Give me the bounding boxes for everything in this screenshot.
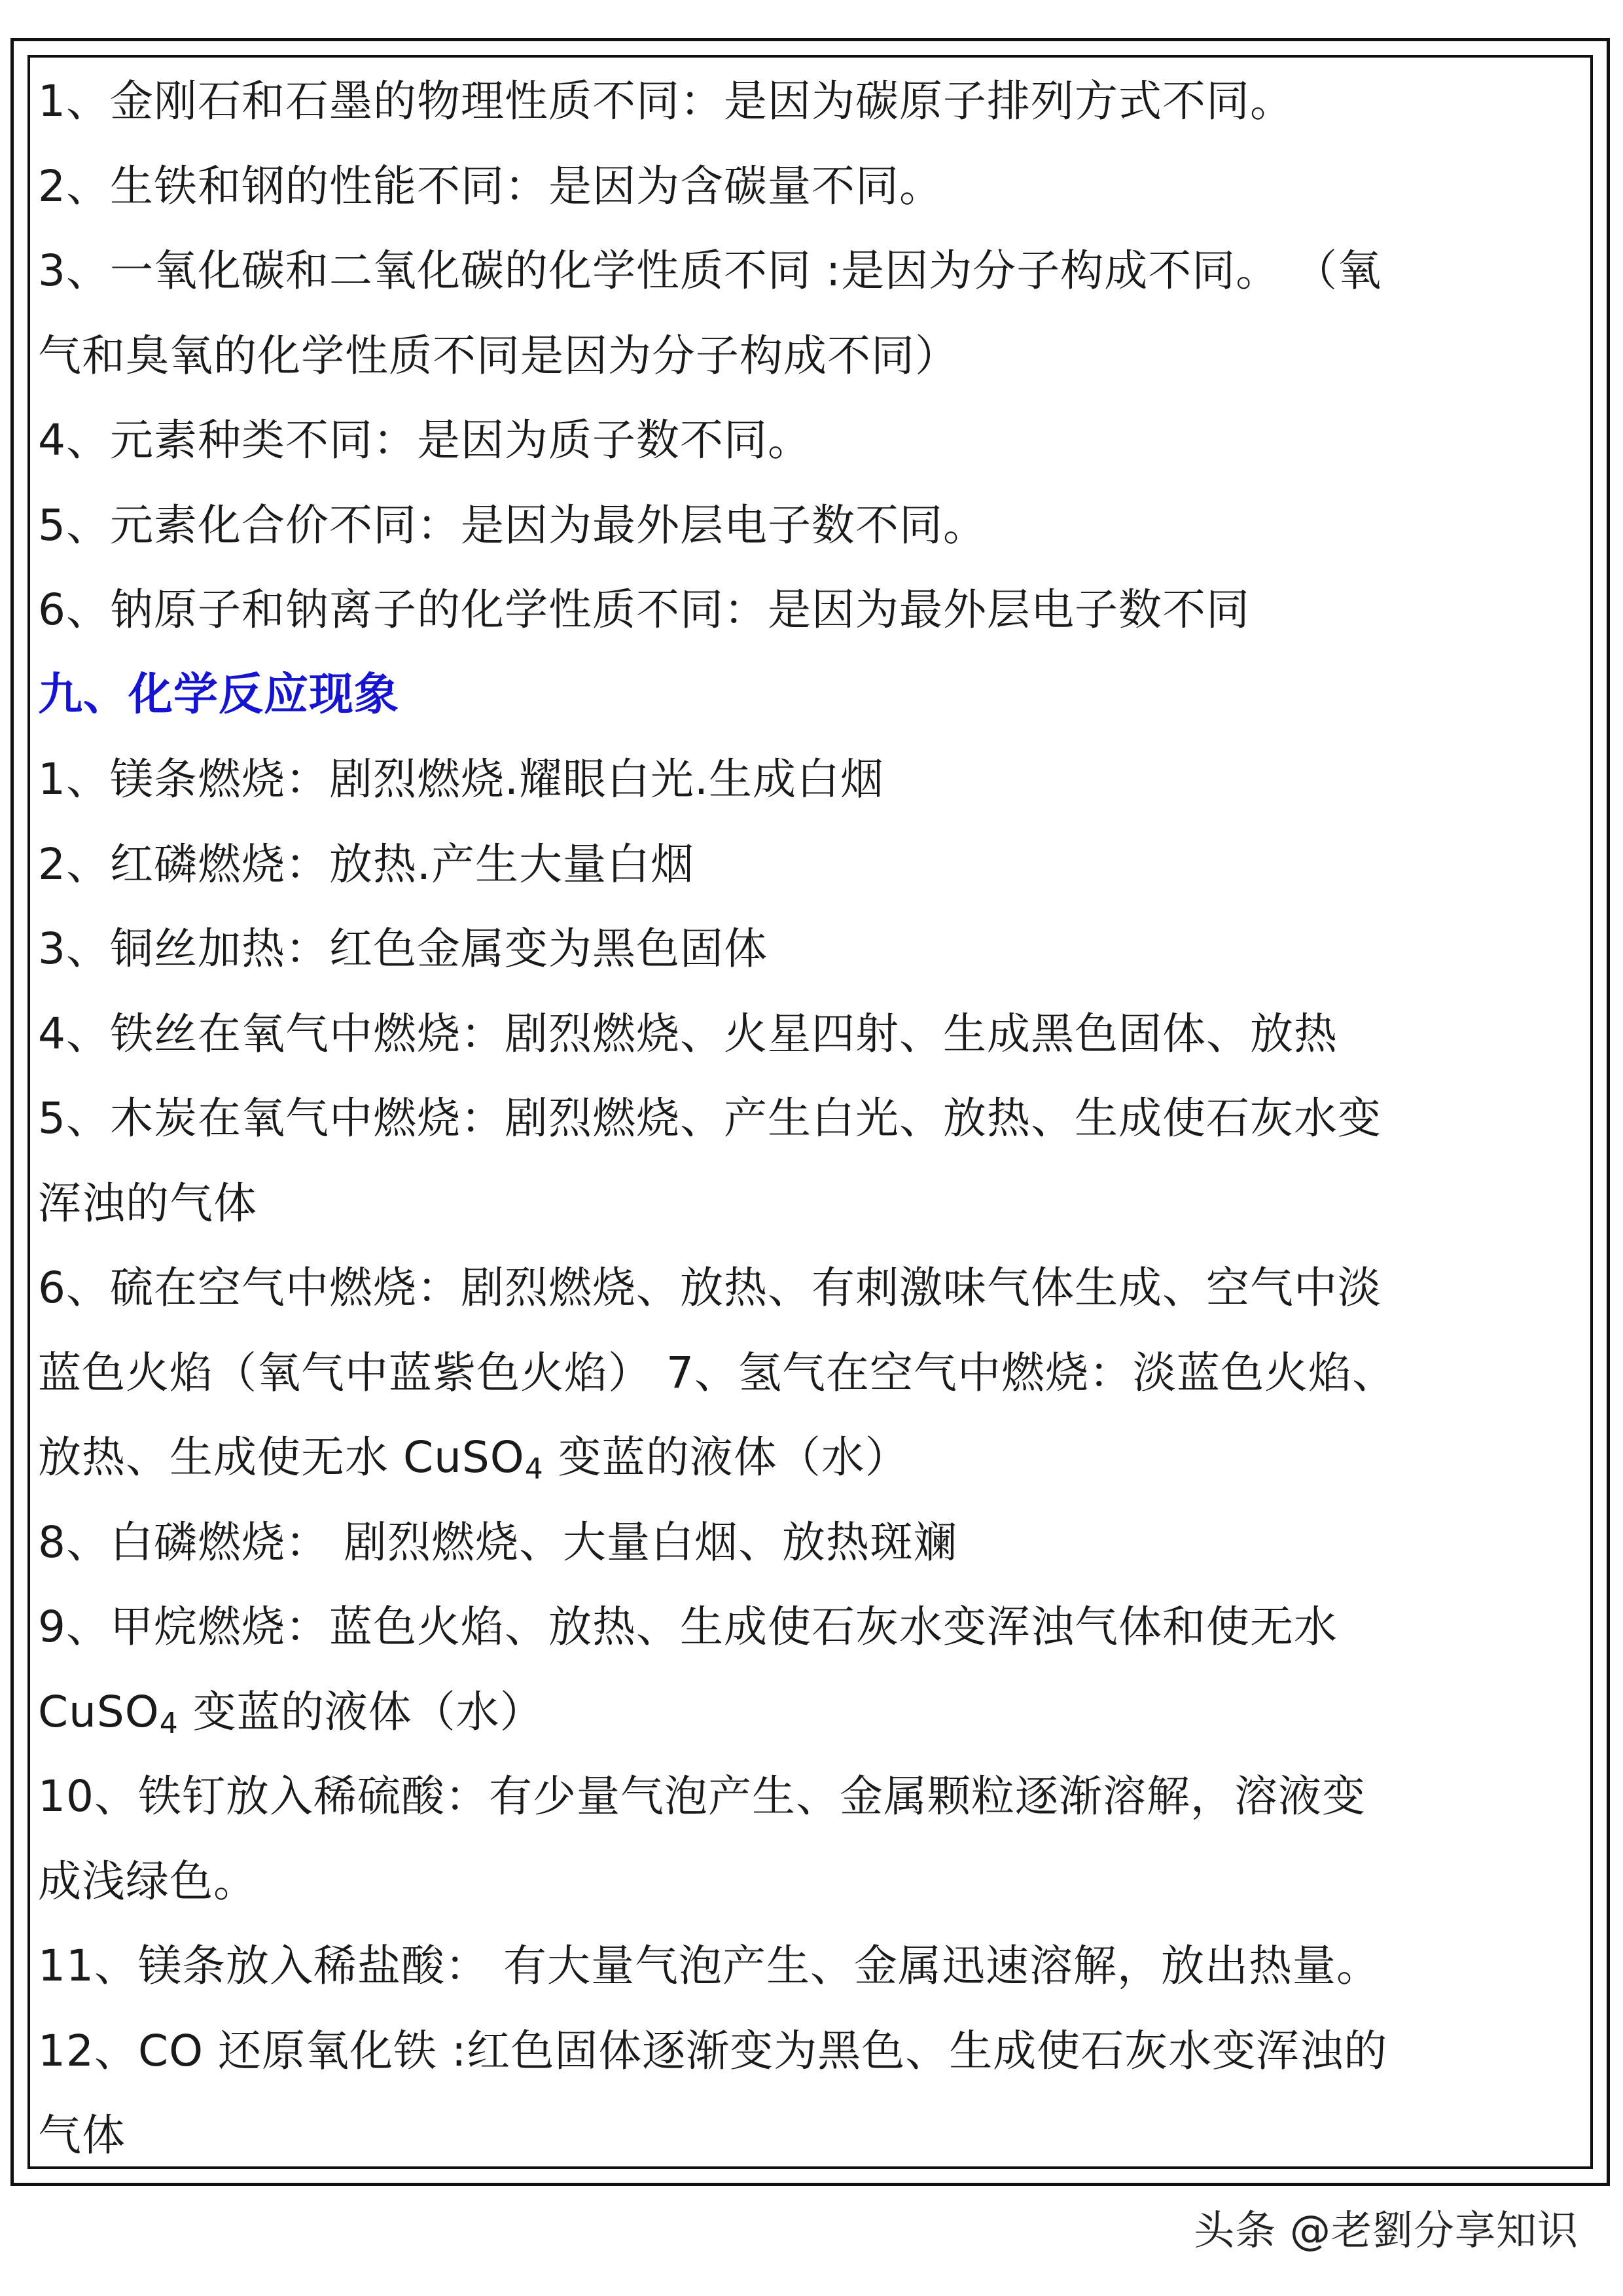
text-line: 4、铁丝在氧气中燃烧：剧烈燃烧、火星四射、生成黑色固体、放热 — [38, 1008, 1338, 1059]
text-line-formula — [38, 1415, 1584, 1500]
text-line: 蓝色火焰（氧气中蓝紫色火焰） 7、氢气在空气中燃烧：淡蓝色火焰、 — [38, 1347, 1396, 1398]
text-line: 4、元素种类不同：是因为质子数不同。 — [38, 415, 812, 465]
text-line: 3、铜丝加热：红色金属变为黑色固体 — [38, 924, 768, 974]
text-line: 2、红磷燃烧：放热.产生大量白烟 — [38, 838, 694, 889]
text-line: 12、CO 还原氧化铁 :红色固体逐渐变为黑色、生成使石灰水变浑浊的 — [38, 2025, 1388, 2076]
text-line: 2、生铁和钢的性能不同：是因为含碳量不同。 — [38, 160, 943, 211]
text-line-formula — [38, 1670, 1584, 1755]
text-line: 6、硫在空气中燃烧：剧烈燃烧、放热、有刺激味气体生成、空气中淡 — [38, 1263, 1382, 1313]
text-line: 11、镁条放入稀盐酸： 有大量气泡产生、金属迅速溶解，放出热量。 — [38, 1941, 1380, 1991]
subscript: 4 — [159, 1706, 179, 1740]
text-line: 5、木炭在氧气中燃烧：剧烈燃烧、产生白光、放热、生成使石灰水变 — [38, 1093, 1382, 1143]
text-line: 气和臭氧的化学性质不同是因为分子构成不同） — [38, 330, 959, 381]
text-segment: 放热、生成使无水 CuSO — [38, 1432, 525, 1482]
text-line: 6、钠原子和钠离子的化学性质不同：是因为最外层电子数不同 — [38, 584, 1250, 635]
text-line: 10、铁钉放入稀硫酸：有少量气泡产生、金属颗粒逐渐溶解，溶液变 — [38, 1771, 1366, 1821]
text-segment: 变蓝的液体（水） — [543, 1432, 909, 1482]
document-body — [38, 59, 1584, 2178]
text-line: 成浅绿色。 — [38, 1856, 257, 1907]
section-heading: 九、化学反应现象 — [38, 668, 400, 721]
text-segment: 变蓝的液体（水） — [178, 1686, 544, 1737]
text-line: 气体 — [38, 2110, 126, 2161]
text-line: 3、一氧化碳和二氧化碳的化学性质不同 :是因为分子构成不同。 （氧 — [38, 245, 1382, 296]
text-line: 9、甲烷燃烧：蓝色火焰、放热、生成使石灰水变浑浊气体和使无水 — [38, 1602, 1338, 1652]
text-segment: CuSO — [38, 1686, 160, 1737]
text-line: 8、白磷燃烧： 剧烈燃烧、大量白烟、放热斑斓 — [38, 1516, 957, 1568]
text-line: 1、金刚石和石墨的物理性质不同：是因为碳原子排列方式不同。 — [38, 76, 1294, 126]
subscript: 4 — [524, 1452, 544, 1486]
text-line: 浑浊的气体 — [38, 1177, 257, 1229]
watermark: 头条 @老劉分享知识 — [1194, 2206, 1578, 2254]
text-line: 5、元素化合价不同：是因为最外层电子数不同。 — [38, 499, 987, 550]
text-line: 1、镁条燃烧：剧烈燃烧.耀眼白光.生成白烟 — [38, 754, 884, 804]
